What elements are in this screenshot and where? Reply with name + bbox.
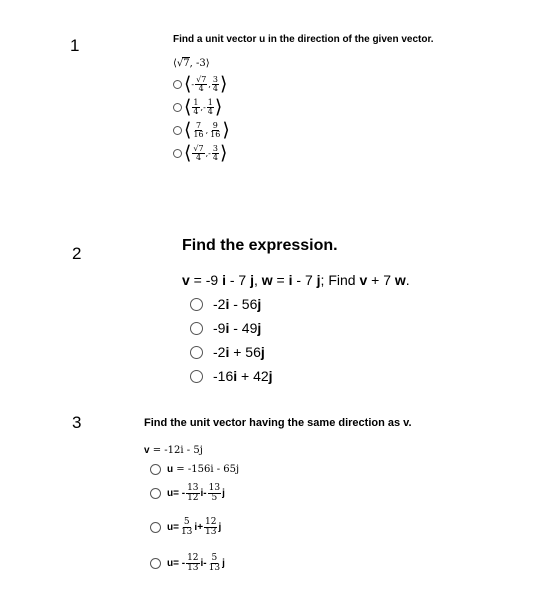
fraction: [192, 145, 204, 162]
angle-open: ⟨: [184, 96, 192, 118]
coef: + 42: [237, 368, 269, 384]
fraction: [212, 76, 219, 93]
question-1-options: [173, 73, 434, 165]
fraction: [208, 554, 221, 573]
option-label: [167, 464, 239, 475]
unit-i: i: [210, 463, 214, 475]
angle-close: ⟩: [219, 73, 228, 95]
sign: -: [208, 149, 211, 158]
unit-j: j: [257, 320, 262, 336]
stem-text: ,: [254, 272, 262, 288]
numerator: √7: [196, 75, 207, 84]
unit-j: j: [235, 463, 240, 475]
stem-text: + 7: [367, 272, 395, 288]
fraction: [186, 554, 199, 573]
unit-i: i: [288, 272, 293, 288]
given-rest: , -3: [189, 58, 206, 69]
vector-w: w: [261, 272, 273, 288]
vector-v: v: [359, 272, 368, 288]
denominator: 4: [212, 153, 218, 162]
sqrt-icon: √: [176, 58, 184, 69]
question-1: [173, 34, 434, 165]
unit-j: j: [257, 296, 262, 312]
question-1-option-a[interactable]: [173, 73, 434, 96]
numerator: √7: [193, 144, 204, 153]
radio-button[interactable]: [173, 126, 182, 135]
question-3-option-d[interactable]: [150, 546, 412, 580]
fraction: [212, 145, 219, 162]
vector-v: v: [182, 272, 190, 288]
unit-j: j: [222, 557, 225, 569]
denominator: 13: [180, 526, 193, 537]
fraction: [208, 484, 221, 503]
unit-i: i: [200, 487, 204, 499]
unit-j: j: [222, 487, 225, 499]
vector-u: u: [167, 487, 174, 499]
denominator: 4: [193, 107, 199, 116]
question-2: [182, 237, 410, 388]
question-3-options: [144, 460, 412, 580]
question-2-stem: [182, 272, 410, 288]
angle-open: ⟨: [184, 142, 192, 164]
numerator: 13: [187, 482, 199, 493]
coef: - 49: [229, 320, 258, 336]
equals: = -: [173, 487, 186, 499]
unit-i: i: [225, 296, 230, 312]
radio-button[interactable]: [150, 488, 161, 499]
unit-i: i: [225, 320, 230, 336]
option-label: [213, 368, 273, 384]
denominator: 4: [198, 84, 204, 93]
question-2-options: [182, 292, 410, 388]
radio-button[interactable]: [190, 346, 203, 359]
coef: -16: [213, 368, 234, 384]
unit-i: i: [200, 557, 204, 569]
numerator: 3: [212, 144, 218, 153]
question-number-3: 3: [72, 413, 82, 432]
question-1-prompt: Find a unit vector u in the direction of the given vector.: [173, 34, 434, 45]
equals: =: [173, 521, 179, 533]
question-1-option-b[interactable]: [173, 96, 434, 119]
stem-text: = -9: [189, 272, 223, 288]
coef: -2: [213, 344, 226, 360]
equals: = -: [173, 557, 186, 569]
stem-text: = -12: [149, 445, 181, 456]
coef: - 65: [213, 463, 236, 475]
stem-text: - 7: [292, 272, 317, 288]
unit-j: j: [218, 521, 222, 533]
fraction: [204, 518, 217, 537]
unit-i: i: [222, 272, 226, 288]
coef: = -156: [173, 463, 211, 475]
question-2-prompt: Find the expression.: [182, 237, 338, 254]
fraction: [209, 122, 221, 139]
vector-u: u: [167, 521, 174, 533]
option-label: [213, 344, 265, 360]
fraction: [195, 76, 207, 93]
question-3-stem: [144, 445, 412, 456]
question-number-1: 1: [70, 36, 80, 55]
denominator: 16: [193, 130, 204, 139]
unit-j: j: [260, 344, 265, 360]
denominator: 12: [187, 492, 199, 503]
operator: -: [203, 487, 207, 499]
question-2-option-b[interactable]: [190, 316, 410, 340]
numerator: 12: [205, 516, 217, 527]
unit-i: i: [180, 445, 184, 456]
angle-open: ⟨: [173, 58, 177, 69]
radio-button[interactable]: [173, 103, 182, 112]
angle-close: ⟩: [222, 119, 230, 141]
denominator: 4: [212, 84, 218, 93]
vector-u: u: [167, 557, 174, 569]
denominator: 13: [187, 562, 199, 573]
radio-button[interactable]: [190, 298, 203, 311]
fraction: [186, 484, 199, 503]
unit-j: j: [250, 272, 254, 288]
radio-button[interactable]: [150, 522, 161, 533]
numerator: 1: [207, 98, 213, 107]
radio-button[interactable]: [190, 370, 203, 383]
stem-text: - 5: [183, 445, 200, 456]
numerator: 9: [212, 121, 218, 130]
denominator: 4: [207, 107, 213, 116]
angle-close: ⟩: [205, 58, 210, 69]
vector-u: u: [167, 463, 174, 475]
numerator: 12: [187, 552, 199, 563]
question-3-prompt: Find the unit vector having the same direction as v.: [144, 417, 412, 429]
radio-button[interactable]: [150, 558, 161, 569]
radio-button[interactable]: [150, 464, 161, 475]
separator: ,: [200, 103, 204, 112]
fraction: [192, 122, 204, 139]
option-label: [213, 296, 261, 312]
denominator: 13: [208, 562, 221, 573]
stem-text: - 7: [225, 272, 251, 288]
radio-button[interactable]: [173, 149, 182, 158]
question-2-option-a[interactable]: [190, 292, 410, 316]
vector-w: w: [394, 272, 406, 288]
fraction: [207, 99, 214, 116]
question-3-option-b[interactable]: [150, 478, 412, 508]
fraction: [192, 99, 199, 116]
question-3: [144, 417, 412, 580]
numerator: 13: [208, 482, 221, 493]
angle-open: ⟨: [184, 73, 192, 95]
vector-v: v: [144, 445, 150, 456]
angle-close: ⟩: [219, 142, 228, 164]
unit-j: j: [316, 272, 321, 288]
question-2-option-d[interactable]: [190, 364, 410, 388]
unit-i: i: [233, 368, 238, 384]
numerator: 5: [211, 552, 218, 563]
separator: ,: [205, 149, 209, 158]
numerator: 7: [195, 121, 202, 130]
question-number-2: 2: [72, 244, 82, 263]
separator: ,: [205, 126, 209, 135]
denominator: 16: [210, 130, 221, 139]
sign: -: [191, 80, 195, 89]
sign: -: [203, 103, 206, 112]
radio-button[interactable]: [173, 80, 182, 89]
coef: -9: [213, 320, 226, 336]
angle-close: ⟩: [214, 96, 223, 118]
unit-i: i: [225, 344, 230, 360]
numerator: 1: [193, 98, 199, 107]
numerator: 3: [212, 75, 218, 84]
stem-text: =: [272, 272, 289, 288]
stem-text: ; Find: [320, 272, 360, 288]
radio-button[interactable]: [190, 322, 203, 335]
question-2-option-c[interactable]: [190, 340, 410, 364]
denominator: 13: [205, 526, 217, 537]
unit-i: i: [194, 521, 198, 533]
stem-text: .: [405, 272, 410, 288]
denominator: 4: [195, 153, 202, 162]
radicand: 7: [183, 58, 190, 69]
coef: - 56: [229, 296, 258, 312]
question-1-option-c[interactable]: [173, 119, 434, 142]
unit-j: j: [199, 445, 203, 456]
denominator: 5: [211, 492, 218, 503]
operator: -: [203, 557, 207, 569]
option-label: [213, 320, 261, 336]
separator: ,: [208, 80, 211, 89]
coef: -2: [213, 296, 226, 312]
question-3-option-c[interactable]: [150, 508, 412, 546]
unit-j: j: [268, 368, 273, 384]
operator: +: [197, 521, 204, 533]
question-1-given-vector: [173, 58, 434, 69]
question-3-option-a[interactable]: [150, 460, 412, 478]
angle-open: ⟨: [184, 119, 192, 141]
numerator: 5: [183, 516, 190, 527]
coef: + 56: [229, 344, 261, 360]
fraction: [180, 518, 193, 537]
question-1-option-d[interactable]: [173, 142, 434, 165]
